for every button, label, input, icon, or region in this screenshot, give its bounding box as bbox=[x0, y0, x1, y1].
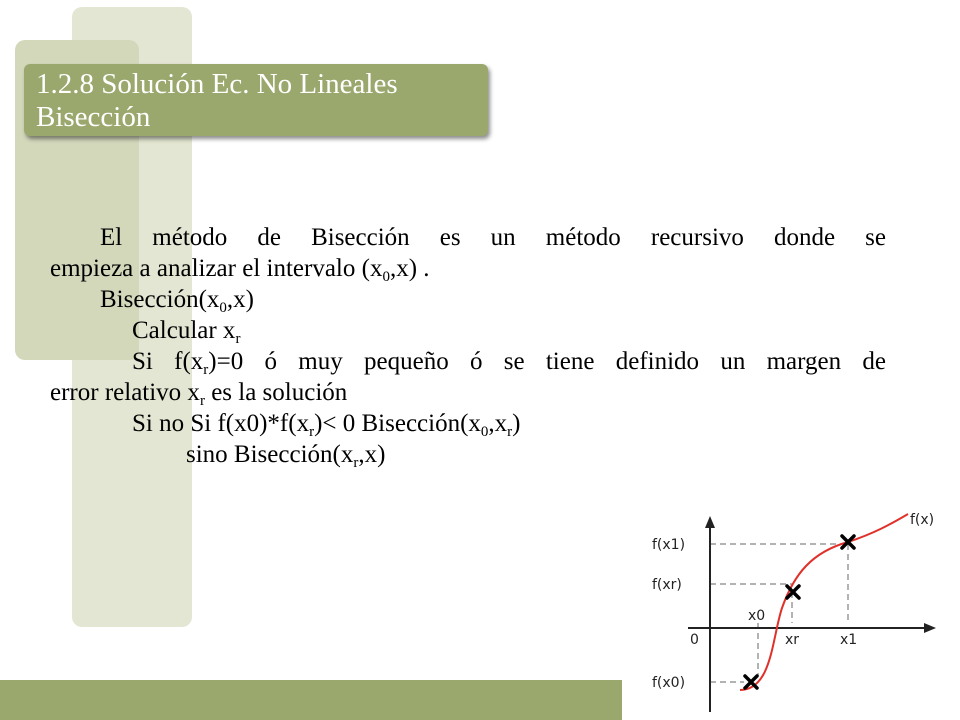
label-fx0: f(x0) bbox=[652, 675, 686, 691]
label-xr: xr bbox=[785, 632, 800, 648]
slide-body bbox=[50, 222, 886, 470]
label-fxr: f(xr) bbox=[652, 577, 682, 593]
pseudo-calc: Calcular $x_r$ bbox=[132, 317, 241, 347]
pseudo-else-if: Si no Si $f(x0)*f(x_r)< 0$ $Bisección(x_0,x_r)$ bbox=[132, 410, 521, 440]
x-axis-arrow bbox=[924, 623, 936, 633]
label-fx: f(x) bbox=[910, 512, 935, 528]
bisection-diagram bbox=[622, 478, 960, 720]
paragraph-intro-line2: empieza a analizar el intervalo $(x_0,x)$ . bbox=[50, 255, 430, 285]
function-curve bbox=[740, 514, 908, 690]
label-origin: 0 bbox=[690, 632, 699, 648]
pseudo-else: sino $Bisección(x_r,x)$ bbox=[186, 441, 386, 471]
slide-title bbox=[24, 64, 488, 136]
y-axis-arrow bbox=[705, 516, 715, 528]
label-x0: x0 bbox=[748, 608, 766, 624]
paragraph-intro-line1: El método de Bisección es un método recursivo donde se bbox=[100, 224, 886, 251]
slide-title-line2: Bisección bbox=[36, 101, 151, 133]
pseudo-call: $Bisección(x_0,x)$ bbox=[100, 286, 254, 316]
pseudo-if-line1: Si $f(x_r)=0$ ó muy pequeño ó se tiene definido un margen de bbox=[132, 348, 886, 378]
label-fx1: f(x1) bbox=[652, 537, 686, 553]
label-x1: x1 bbox=[840, 632, 858, 648]
marker-x0 bbox=[745, 676, 757, 688]
bisection-diagram-svg bbox=[622, 478, 960, 720]
pseudo-if-line2: error relativo $x_r$ es la solución bbox=[50, 379, 348, 409]
dashed-guides bbox=[710, 544, 848, 682]
slide-title-line1: 1.2.8 Solución Ec. No Lineales bbox=[36, 68, 398, 100]
